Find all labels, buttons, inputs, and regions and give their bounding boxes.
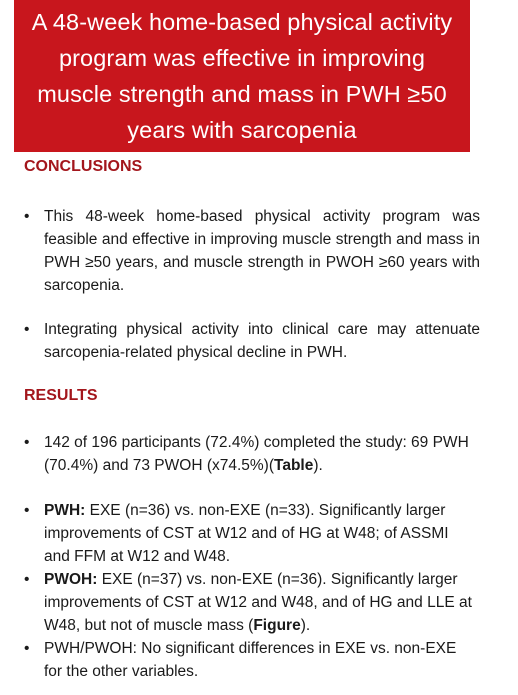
bullet-icon: • xyxy=(24,640,30,657)
list-item xyxy=(22,499,472,568)
bullet-icon: • xyxy=(24,321,30,338)
bullet-icon: • xyxy=(24,208,30,225)
conclusions-heading: CONCLUSIONS xyxy=(24,158,143,175)
list-item xyxy=(22,568,472,637)
conclusion-text: Integrating physical activity into clinical care may attenuate sarcopenia-related physical decline in PWH. xyxy=(44,321,480,361)
title-banner xyxy=(14,0,470,152)
results-list xyxy=(22,431,472,683)
result-text: PWH/PWOH: No significant differences in EXE vs. non-EXE for the other variables. xyxy=(44,640,457,680)
results-heading: RESULTS xyxy=(24,387,98,404)
conclusions-list xyxy=(22,205,480,364)
bullet-icon: • xyxy=(24,571,30,588)
bullet-icon: • xyxy=(24,502,30,519)
result-tail: ). xyxy=(313,457,323,474)
list-item xyxy=(22,318,480,364)
figure-ref: Figure xyxy=(253,617,301,634)
result-label: PWH: xyxy=(44,502,86,519)
list-item xyxy=(22,431,472,477)
bullet-icon: • xyxy=(24,434,30,451)
result-text: EXE (n=36) vs. non-EXE (n=33). Significantly larger improvements of CST at W12 and of HG at W48; of ASSMI and FFM at W12 and W48. xyxy=(44,502,449,565)
list-item xyxy=(22,205,480,297)
table-ref: Table xyxy=(274,457,314,474)
result-text: EXE (n=37) vs. non-EXE (n=36). Significantly larger improvements of CST at W12 and W48, and of HG and LLE at W48, but not of muscle mass ( xyxy=(44,571,472,634)
result-label: PWOH: xyxy=(44,571,98,588)
banner-title: A 48-week home-based physical activity program was effective in improving muscle strength and mass in PWH ≥50 years with sarcopenia xyxy=(31,9,453,143)
conclusion-text: This 48-week home-based physical activity program was feasible and effective in improving muscle strength and mass in PWH ≥50 years, and muscle strength in PWOH ≥60 years with sarcopenia. xyxy=(44,208,480,294)
result-text: 142 of 196 participants (72.4%) completed the study: 69 PWH (70.4%) and 73 PWOH (x74.5%)( xyxy=(44,434,469,474)
list-item xyxy=(22,637,472,683)
result-tail: ). xyxy=(300,617,311,634)
